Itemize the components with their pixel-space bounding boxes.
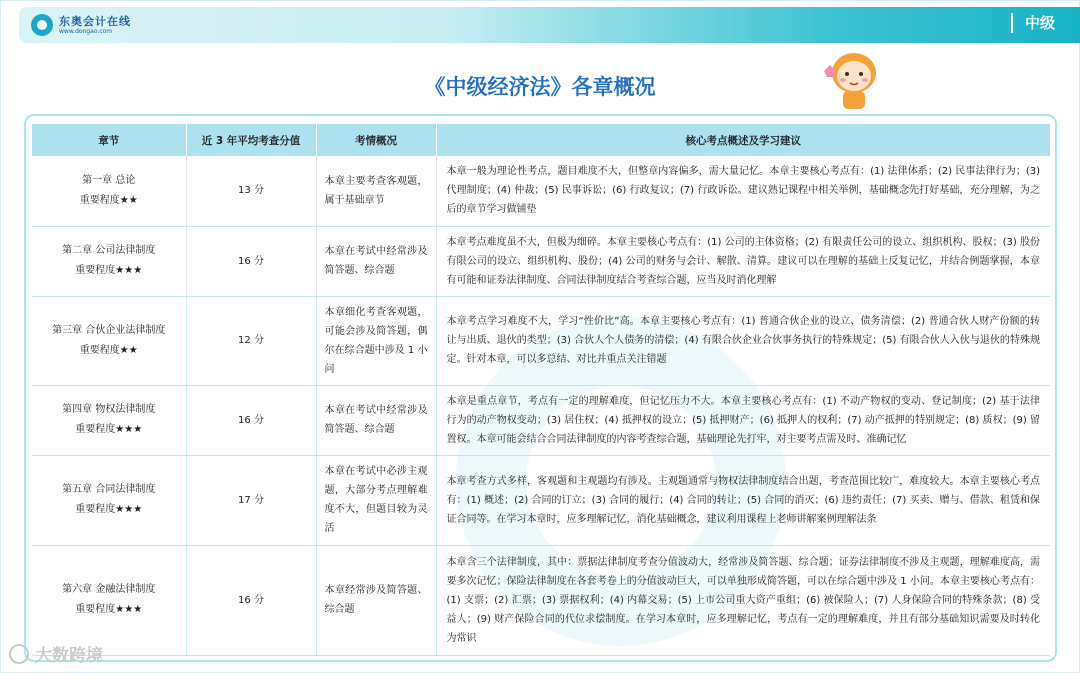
chapter-cell xyxy=(32,545,186,655)
table-row xyxy=(32,226,1050,296)
logo-url: www.dongao.com xyxy=(59,27,113,35)
chapter-name: 第三章 合伙企业法律制度 xyxy=(52,324,166,336)
chapter-importance: 重要程度★★ xyxy=(79,194,138,206)
core-cell: 本章考点学习难度不大，学习“性价比”高。本章主要核心考点有：(1) 普通合伙企业的设立、债务清偿；(2) 普通合伙人财产份额的转让与出质、退伙的类型；(3) 合伙人个人债务的清偿；(4) 有限合伙企业合伙事务执行的特殊规定；(5) 有限合伙人入伙与退伙的特殊规定。针对本章，可以多总结、对比并重点关注错题 xyxy=(436,296,1050,385)
footer-watermark xyxy=(9,641,103,666)
watermark-text: 大数跨境 xyxy=(35,646,103,666)
score-cell: 12 分 xyxy=(186,296,316,385)
header-score: 近 3 年平均考查分值 xyxy=(186,124,316,156)
core-cell: 本章考点难度虽不大，但极为细碎。本章主要核心考点有：(1) 公司的主体资格；(2) 有限责任公司的设立、组织机构、股权；(3) 股份有限公司的设立、组织机构、股份；(4) 公司的财务与会计、解散、清算。建议可以在理解的基础上反复记忆，并结合例题掌握，本章有可能和证券法律制度、合同法律制度结合考查综合题，应当及时消化理解 xyxy=(436,226,1050,296)
score-cell: 13 分 xyxy=(186,156,316,226)
logo-name: 东奥会计在线 xyxy=(59,14,131,28)
situation-cell: 本章在考试中经常涉及简答题、综合题 xyxy=(316,226,436,296)
chapter-name: 第五章 合同法律制度 xyxy=(62,484,156,495)
chapter-cell xyxy=(32,385,186,455)
chapter-name: 第四章 物权法律制度 xyxy=(62,404,156,415)
chapter-importance: 重要程度★★★ xyxy=(75,604,143,615)
mascot-icon xyxy=(816,43,886,113)
table-row xyxy=(32,296,1050,385)
chapter-importance: 重要程度★★★ xyxy=(75,504,143,515)
score-cell: 16 分 xyxy=(186,545,316,655)
chapter-importance: 重要程度★★★ xyxy=(75,424,143,435)
header-situation: 考情概况 xyxy=(316,124,436,156)
logo-icon xyxy=(31,14,53,36)
header-chapter: 章节 xyxy=(32,124,186,156)
situation-cell: 本章在考试中经常涉及简答题、综合题 xyxy=(316,385,436,455)
header-core: 核心考点概述及学习建议 xyxy=(436,124,1050,156)
level-tag: 中级 xyxy=(1011,13,1055,33)
chapter-name: 第六章 金融法律制度 xyxy=(62,584,156,595)
chapter-cell xyxy=(32,296,186,385)
chapter-importance: 重要程度★★ xyxy=(79,344,138,356)
situation-cell: 本章经常涉及简答题、综合题 xyxy=(316,545,436,655)
situation-cell: 本章在考试中必涉主观题，大部分考点理解难度不大，但题目较为灵活 xyxy=(316,455,436,545)
watermark-icon xyxy=(9,644,29,664)
chapter-cell xyxy=(32,156,186,226)
score-cell: 16 分 xyxy=(186,385,316,455)
table-row xyxy=(32,545,1050,655)
chapter-name: 第一章 总论 xyxy=(82,174,136,186)
core-cell: 本章含三个法律制度，其中：票据法律制度考查分值波动大，经常涉及简答题、综合题；证券法律制度不涉及主观题，理解难度高，需要多次记忆；保险法律制度在各套考卷上的分值波动巨大，可以单独形成简答题，可以在综合题中涉及 1 小问。本章主要核心考点有：(1) 支票；(2) 汇票；(3) 票据权利；(4) 内幕交易；(5) 上市公司重大资产重组；(6) 被保险人；(7) 人身保险合同的特殊条款；(8) 受益人；(9) 财产保险合同的代位求偿制度。在学习本章时，应多理解记忆，考点有一定的理解难度，并且有部分基础知识需要及时转化为常识 xyxy=(436,545,1050,655)
table-row xyxy=(32,156,1050,226)
chapter-importance: 重要程度★★★ xyxy=(75,265,143,276)
chapter-cell xyxy=(32,455,186,545)
page-title: 《中级经济法》各章概况 xyxy=(424,75,656,99)
chapter-overview-table xyxy=(32,124,1050,656)
header-bar xyxy=(19,7,1080,43)
chapter-cell xyxy=(32,226,186,296)
situation-cell: 本章主要考查客观题，属于基础章节 xyxy=(316,156,436,226)
score-cell: 17 分 xyxy=(186,455,316,545)
logo xyxy=(31,11,131,39)
core-cell: 本章是重点章节，考点有一定的理解难度，但记忆压力不大。本章主要核心考点有：(1) 不动产物权的变动、登记制度；(2) 基于法律行为的动产物权变动；(3) 居住权；(4) 抵押权的设立；(5) 抵押财产；(6) 抵押人的权利；(7) 动产抵押的特别规定；(8) 质权；(9) 留置权。本章可能会结合合同法律制度的内容考查综合题，基础理论先打牢，对主要考点需及时、准确记忆 xyxy=(436,385,1050,455)
table-row xyxy=(32,455,1050,545)
core-cell: 本章考查方式多样，客观题和主观题均有涉及。主观题通常与物权法律制度结合出题，考查范围比较广，难度较大。本章主要核心考点有：(1) 概述；(2) 合同的订立；(3) 合同的履行；(4) 合同的转让；(5) 合同的消灭；(6) 违约责任；(7) 买卖、赠与、借款、租赁和保证合同等。在学习本章时，应多理解记忆，消化基础概念，建议利用课程上老师讲解案例理解法条 xyxy=(436,455,1050,545)
table-header-row xyxy=(32,124,1050,156)
table-row xyxy=(32,385,1050,455)
core-cell: 本章一般为理论性考点，题目难度不大，但整章内容偏多，需大量记忆。本章主要核心考点有：(1) 法律体系；(2) 民事法律行为；(3) 代理制度；(4) 仲裁；(5) 民事诉讼；(6) 行政复议；(7) 行政诉讼。建议熟记课程中相关举例，基础概念先打好基础，充分理解，为之后的章节学习做铺垫 xyxy=(436,156,1050,226)
chapter-name: 第二章 公司法律制度 xyxy=(62,245,156,256)
score-cell: 16 分 xyxy=(186,226,316,296)
situation-cell: 本章细化考查客观题，可能会涉及简答题，偶尔在综合题中涉及 1 小问 xyxy=(316,296,436,385)
